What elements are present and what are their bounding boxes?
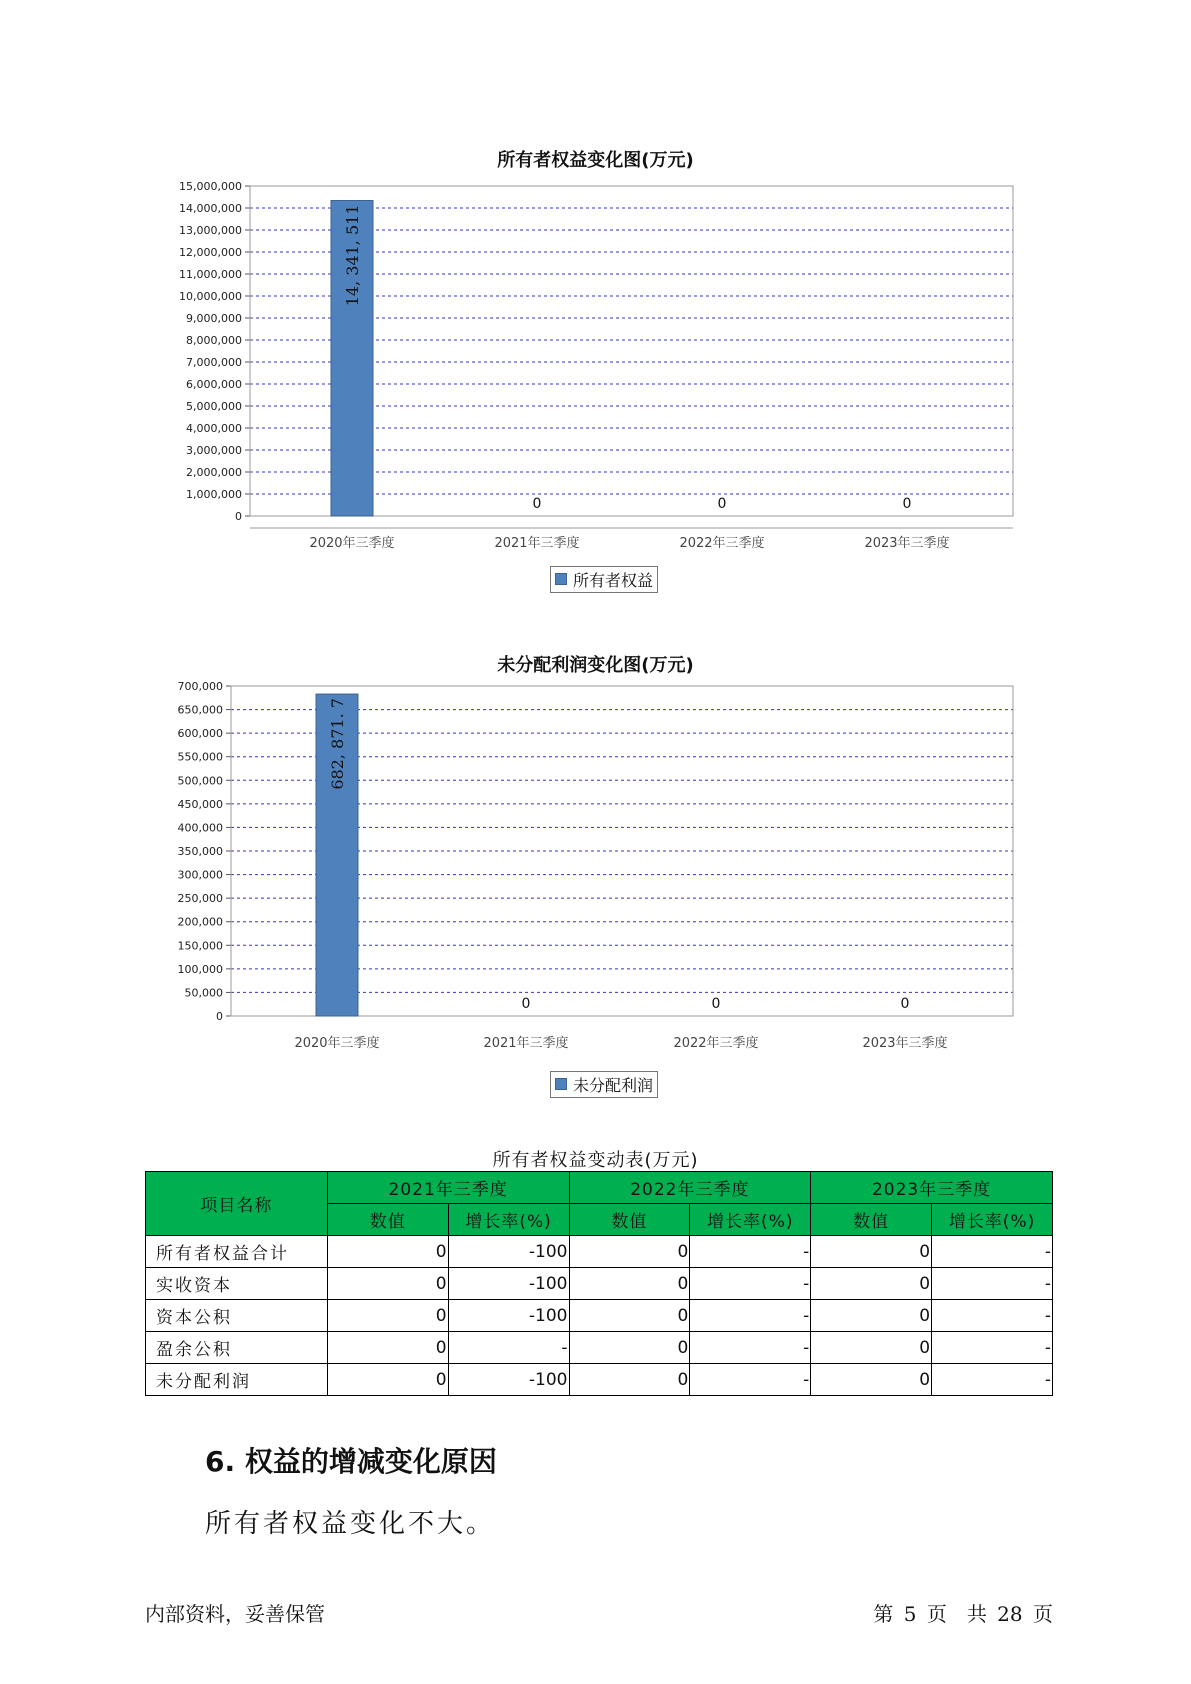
y-tick-label: 5,000,000 — [186, 400, 242, 413]
row-name: 未分配利润 — [146, 1364, 328, 1396]
footer-confidential: 内部资料，妥善保管 — [145, 1602, 325, 1626]
x-tick-label: 2023年三季度 — [864, 536, 950, 551]
y-tick-label: 6,000,000 — [186, 378, 242, 391]
x-tick-label: 2022年三季度 — [673, 1036, 759, 1051]
cell: 0 — [327, 1364, 448, 1396]
header-growth: 增长率(%) — [932, 1204, 1053, 1236]
row-name: 所有者权益合计 — [146, 1236, 328, 1268]
x-tick-label: 2021年三季度 — [483, 1036, 569, 1051]
data-label: 682, 871. 7 — [328, 698, 347, 790]
table-row — [146, 1268, 1053, 1300]
x-tick-label: 2020年三季度 — [309, 536, 395, 551]
row-name: 实收资本 — [146, 1268, 328, 1300]
footer-page-number: 第 5 页 共 28 页 — [873, 1602, 1053, 1626]
y-tick-label: 550,000 — [177, 750, 223, 764]
y-tick-label: 600,000 — [177, 727, 223, 741]
header-growth: 增长率(%) — [448, 1204, 569, 1236]
y-tick-label: 400,000 — [177, 821, 223, 835]
y-tick-label: 150,000 — [177, 939, 223, 953]
equity-change-table — [145, 1171, 1053, 1396]
y-tick-label: 100,000 — [177, 962, 223, 976]
y-tick-label: 350,000 — [177, 845, 223, 858]
y-tick-label: 2,000,000 — [186, 466, 242, 479]
legend-label: 所有者权益 — [573, 571, 654, 590]
cell: 0 — [811, 1300, 932, 1332]
cell: 0 — [811, 1268, 932, 1300]
cell: - — [690, 1300, 811, 1332]
legend-label: 未分配利润 — [573, 1076, 654, 1095]
cell: 0 — [327, 1300, 448, 1332]
y-tick-label: 250,000 — [177, 892, 223, 906]
cell: - — [448, 1332, 569, 1364]
y-tick-label: 7,000,000 — [186, 356, 242, 369]
y-tick-label: 450,000 — [177, 797, 223, 811]
data-label: 0 — [900, 996, 910, 1012]
cell: 0 — [569, 1268, 690, 1300]
data-label: 0 — [711, 996, 721, 1012]
data-label: 0 — [521, 996, 531, 1012]
y-tick-label: 9,000,000 — [186, 312, 242, 325]
cell: -100 — [448, 1236, 569, 1268]
cell: - — [932, 1364, 1053, 1396]
data-label: 0 — [717, 496, 727, 512]
cell: -100 — [448, 1364, 569, 1396]
cell: - — [932, 1236, 1053, 1268]
y-tick-label: 13,000,000 — [179, 224, 242, 237]
y-tick-label: 14,000,000 — [179, 202, 242, 215]
cell: - — [690, 1268, 811, 1300]
table-row — [146, 1332, 1053, 1364]
table-caption: 所有者权益变动表(万元) — [492, 1150, 699, 1171]
table-row — [146, 1236, 1053, 1268]
cell: -100 — [448, 1268, 569, 1300]
y-tick-label: 10,000,000 — [179, 290, 242, 303]
cell: - — [690, 1332, 811, 1364]
cell: 0 — [569, 1332, 690, 1364]
table-row — [146, 1364, 1053, 1396]
y-tick-label: 0 — [216, 1010, 223, 1023]
cell: - — [932, 1332, 1053, 1364]
row-name: 盈余公积 — [146, 1332, 328, 1364]
section-heading: 6. 权益的增减变化原因 — [205, 1445, 497, 1478]
y-tick-label: 11,000,000 — [179, 268, 242, 281]
y-tick-label: 15,000,000 — [179, 180, 242, 193]
header-value: 数值 — [569, 1204, 690, 1236]
cell: -100 — [448, 1300, 569, 1332]
cell: 0 — [327, 1332, 448, 1364]
y-tick-label: 500,000 — [177, 774, 223, 788]
legend-swatch — [555, 1078, 567, 1090]
y-tick-label: 1,000,000 — [186, 488, 242, 501]
header-period: 2023年三季度 — [811, 1172, 1053, 1204]
data-label: 0 — [902, 496, 912, 512]
cell: 0 — [569, 1236, 690, 1268]
y-tick-label: 3,000,000 — [186, 444, 242, 457]
cell: 0 — [811, 1236, 932, 1268]
data-label: 0 — [532, 496, 542, 512]
cell: - — [690, 1364, 811, 1396]
cell: - — [932, 1300, 1053, 1332]
section-body: 所有者权益变化不大。 — [205, 1509, 496, 1539]
y-tick-label: 200,000 — [177, 915, 223, 929]
cell: 0 — [569, 1364, 690, 1396]
x-tick-label: 2022年三季度 — [679, 536, 765, 551]
cell: 0 — [811, 1332, 932, 1364]
chart-title-equity: 所有者权益变化图(万元) — [497, 150, 694, 171]
y-tick-label: 700,000 — [177, 680, 223, 693]
cell: - — [690, 1236, 811, 1268]
chart-title-undistributed-profit: 未分配利润变化图(万元) — [497, 655, 694, 676]
cell: 0 — [569, 1300, 690, 1332]
legend-undistributed-profit — [550, 1071, 658, 1098]
header-period: 2022年三季度 — [569, 1172, 811, 1204]
y-tick-label: 8,000,000 — [186, 334, 242, 347]
table-row — [146, 1300, 1053, 1332]
x-tick-label: 2023年三季度 — [862, 1036, 948, 1051]
cell: 0 — [327, 1236, 448, 1268]
header-growth: 增长率(%) — [690, 1204, 811, 1236]
cell: 0 — [327, 1268, 448, 1300]
y-tick-label: 650,000 — [177, 703, 223, 717]
data-label: 14, 341, 511 — [343, 204, 362, 307]
header-period: 2021年三季度 — [327, 1172, 569, 1204]
y-tick-label: 300,000 — [177, 868, 223, 882]
y-tick-label: 12,000,000 — [179, 246, 242, 259]
x-tick-label: 2021年三季度 — [494, 536, 580, 551]
header-value: 数值 — [811, 1204, 932, 1236]
row-name: 资本公积 — [146, 1300, 328, 1332]
cell: 0 — [811, 1364, 932, 1396]
y-tick-label: 0 — [235, 510, 242, 523]
cell: - — [932, 1268, 1053, 1300]
header-item-name: 项目名称 — [146, 1172, 328, 1236]
x-tick-label: 2020年三季度 — [294, 1036, 380, 1051]
y-tick-label: 50,000 — [184, 986, 223, 1000]
header-value: 数值 — [327, 1204, 448, 1236]
y-tick-label: 4,000,000 — [186, 422, 242, 435]
